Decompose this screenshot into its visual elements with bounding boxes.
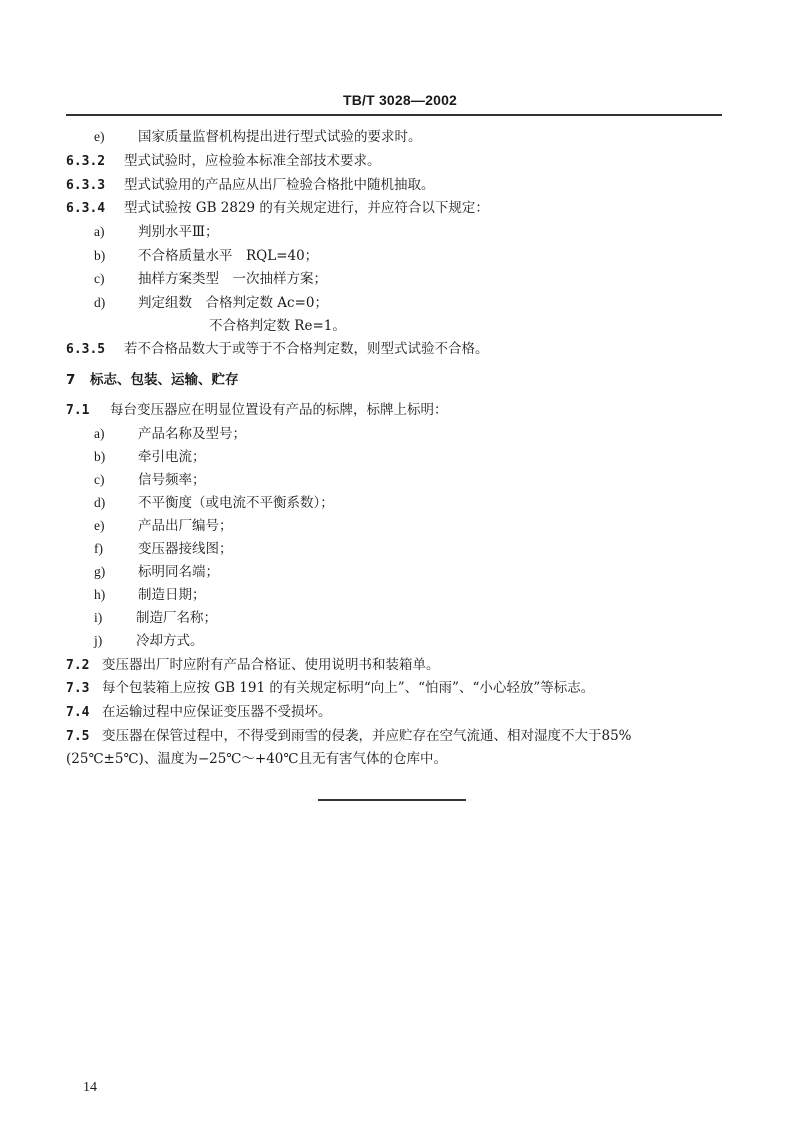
end-of-standard-rule (318, 799, 466, 801)
item-label: e) (94, 518, 105, 533)
chapter-7-heading (66, 371, 239, 389)
clause-7-4 (66, 703, 332, 722)
list-item (94, 632, 204, 650)
clause-7-2 (66, 656, 440, 675)
item-text: 制造日期； (138, 587, 206, 603)
clause-text: 变压器在保管过程中，不得受到雨雪的侵袭，并应贮存在空气流通、相对湿度不大于85% (102, 728, 632, 744)
list-item (94, 609, 217, 627)
clause-6-3-2 (66, 152, 381, 171)
clause-6-3-1-e (94, 128, 422, 146)
clause-text: 每个包装箱上应按 GB 191 的有关规定标明“向上”、“怕雨”、“小心轻放”等标志。 (102, 680, 595, 696)
item-text: 信号频率； (138, 472, 206, 488)
item-label: e) (94, 129, 105, 144)
clause-7-1 (66, 401, 448, 420)
clause-number: 6.3.5 (66, 342, 106, 357)
page-number: 14 (83, 1080, 97, 1095)
clause-7-3 (66, 679, 594, 698)
clause-number: 7.4 (66, 705, 90, 720)
item-text: 冷却方式。 (136, 633, 204, 649)
clause-text: 型式试验按 GB 2829 的有关规定进行，并应符合以下规定： (124, 200, 489, 216)
clause-6-3-4 (66, 199, 489, 218)
clause-text: 型式试验用的产品应从出厂检验合格批中随机抽取。 (124, 177, 435, 193)
item-label: h) (94, 587, 106, 602)
item-text: 变压器接线图； (138, 541, 233, 557)
item-text: 抽样方案类型 一次抽样方案； (138, 271, 327, 287)
item-text: 标明同名端； (138, 564, 219, 580)
list-item (94, 448, 206, 466)
standard-code-header: TB/T 3028—2002 (342, 92, 458, 108)
item-text: 制造厂名称； (136, 610, 217, 626)
list-item (94, 494, 334, 512)
item-label: j) (94, 633, 103, 648)
clause-text: 若不合格品数大于或等于不合格判定数，则型式试验不合格。 (124, 341, 489, 357)
list-item (94, 563, 219, 581)
clause-number: 7.3 (66, 681, 90, 696)
item-label: a) (94, 426, 105, 441)
clause-6-3-5 (66, 340, 489, 359)
item-label: d) (94, 495, 106, 510)
list-item (94, 223, 219, 241)
list-item (94, 471, 206, 489)
list-item (94, 517, 233, 535)
item-label: b) (94, 449, 106, 464)
clause-6-3-3 (66, 176, 435, 195)
clause-text: 每台变压器应在明显位置设有产品的标牌，标牌上标明： (110, 402, 448, 418)
header-rule (66, 114, 722, 116)
chapter-title: 标志、包装、运输、贮存 (90, 372, 239, 388)
item-text: 判别水平Ⅲ； (138, 224, 219, 240)
clause-number: 6.3.3 (66, 178, 106, 193)
clause-number: 7.1 (66, 403, 90, 418)
clause-text: 在运输过程中应保证变压器不受损坏。 (102, 704, 332, 720)
item-text: 判定组数 合格判定数 Ac=0； (138, 295, 329, 311)
item-label: i) (94, 610, 103, 625)
list-item (94, 425, 246, 443)
item-label: f) (94, 541, 103, 556)
chapter-number: 7 (66, 372, 76, 388)
item-text: 不合格质量水平 RQL=40； (138, 248, 319, 264)
clause-text: 型式试验时，应检验本标准全部技术要求。 (124, 153, 381, 169)
clause-7-5 (66, 727, 632, 746)
list-item-continuation: 不合格判定数 Re=1。 (209, 318, 346, 334)
item-label: a) (94, 224, 105, 239)
list-item (94, 294, 328, 312)
list-item (94, 540, 233, 558)
item-text: 国家质量监督机构提出进行型式试验的要求时。 (138, 129, 422, 145)
clause-number: 7.5 (66, 729, 90, 744)
list-item (94, 247, 318, 265)
item-text: 产品出厂编号； (138, 518, 233, 534)
item-label: d) (94, 295, 106, 310)
list-item (94, 586, 206, 604)
item-label: c) (94, 472, 105, 487)
clause-number: 7.2 (66, 658, 90, 673)
clause-number: 6.3.4 (66, 201, 106, 216)
item-label: b) (94, 248, 106, 263)
item-text: 牵引电流； (138, 449, 206, 465)
clause-text: 变压器出厂时应附有产品合格证、使用说明书和装箱单。 (102, 657, 440, 673)
item-text: 产品名称及型号； (138, 426, 246, 442)
item-label: g) (94, 564, 106, 579)
item-label: c) (94, 271, 105, 286)
clause-7-5-continuation: (25℃±5℃)、温度为−25℃～+40℃且无有害气体的仓库中。 (66, 751, 447, 767)
list-item (94, 270, 327, 288)
item-text: 不平衡度（或电流不平衡系数）； (138, 495, 334, 511)
clause-number: 6.3.2 (66, 154, 106, 169)
